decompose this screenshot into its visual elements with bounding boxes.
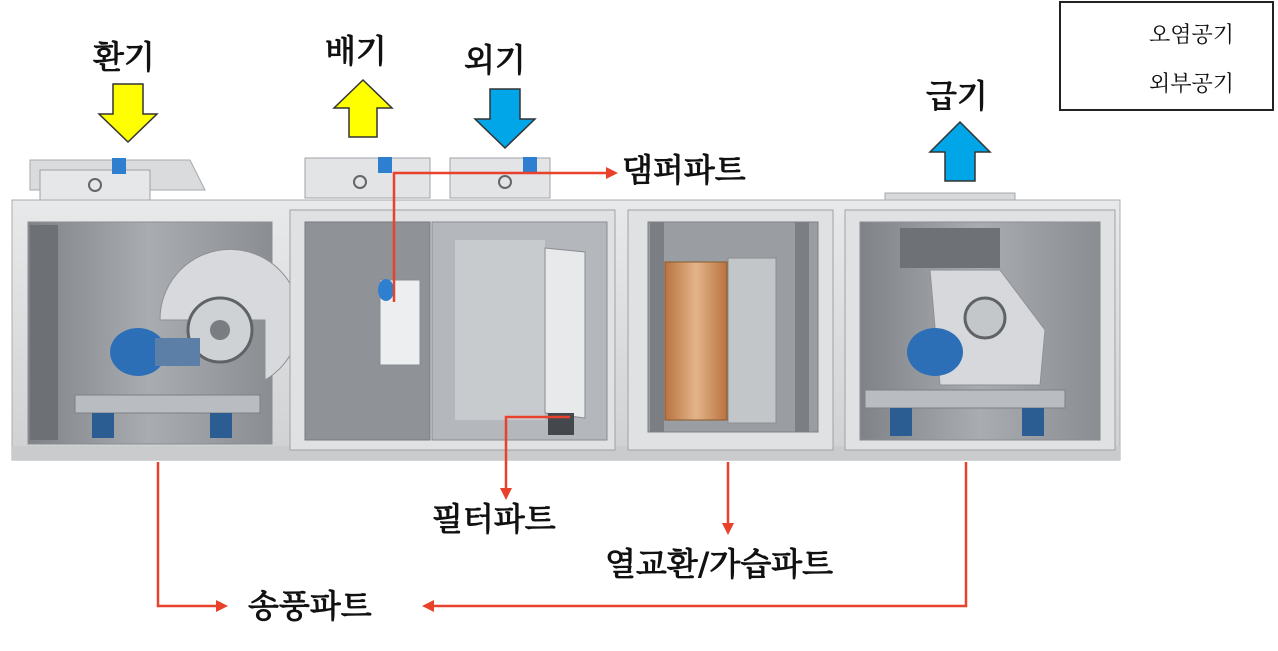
label-exhaust-air: 배기 bbox=[325, 32, 387, 70]
label-blower-part: 송풍파트 bbox=[248, 587, 372, 625]
label-damper-part: 댐퍼파트 bbox=[622, 151, 746, 189]
outdoor-air-arrow bbox=[475, 89, 535, 148]
damper-box-return bbox=[30, 158, 205, 200]
label-supply-air: 급기 bbox=[926, 77, 988, 115]
legend-label-polluted: 오염공기 bbox=[1149, 23, 1235, 48]
module-heat-exchanger bbox=[628, 210, 833, 450]
label-filter-part: 필터파트 bbox=[432, 500, 556, 538]
legend-label-outdoor: 외부공기 bbox=[1149, 72, 1235, 97]
legend bbox=[1059, 1, 1274, 111]
module-supply-fan bbox=[845, 210, 1115, 450]
module-damper-filter bbox=[290, 210, 615, 450]
damper-box-exhaust bbox=[305, 157, 430, 198]
label-outdoor-air: 외기 bbox=[464, 41, 526, 79]
exhaust-air-arrow bbox=[334, 80, 392, 137]
supply-air-arrow bbox=[930, 122, 990, 181]
label-heat-exchange-part: 열교환/가습파트 bbox=[605, 545, 834, 583]
label-return-air: 환기 bbox=[93, 38, 155, 76]
module-return-fan bbox=[28, 222, 300, 444]
damper-box-outdoor bbox=[450, 157, 550, 198]
return-air-arrow bbox=[99, 84, 157, 142]
